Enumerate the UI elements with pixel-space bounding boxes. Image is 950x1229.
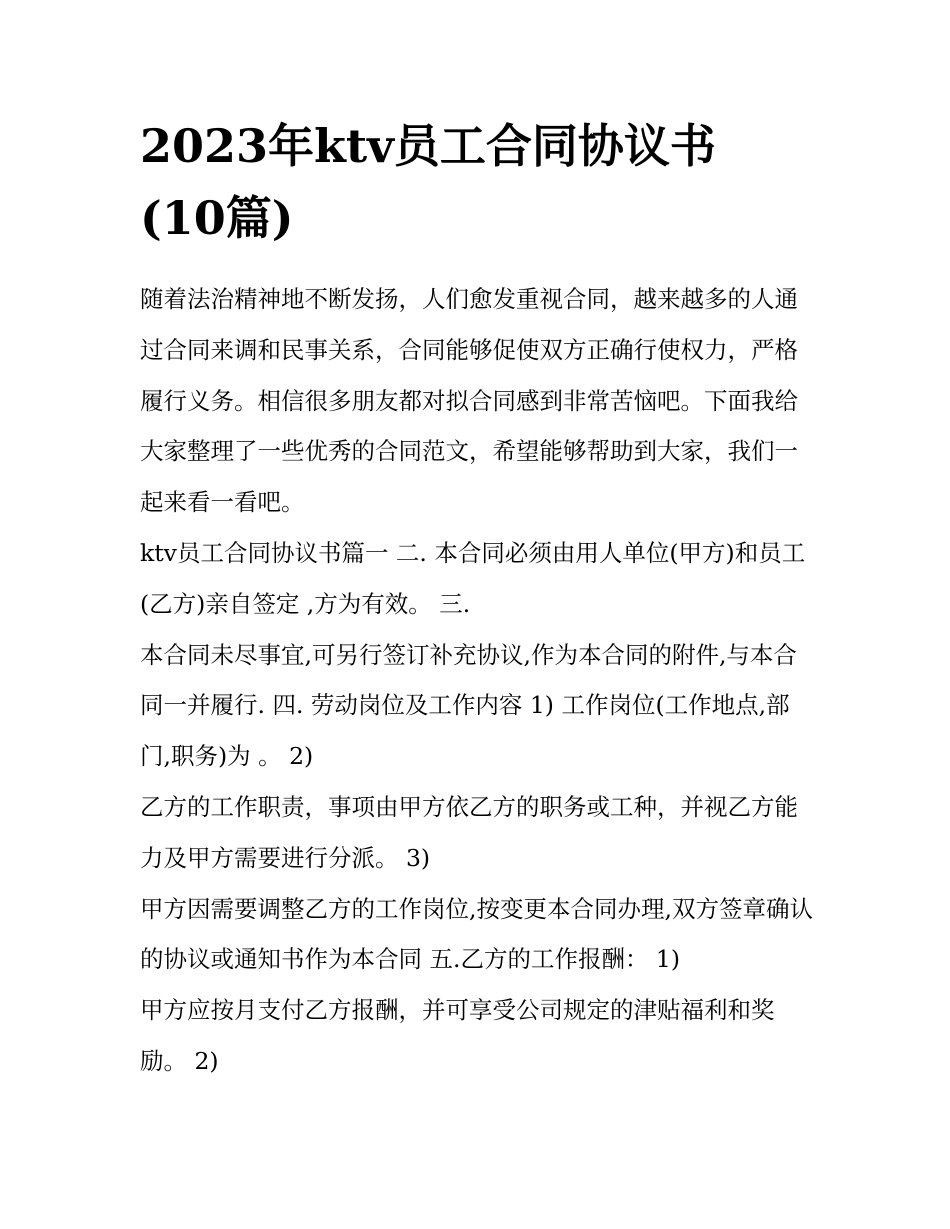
title-line-2: (10篇) — [140, 191, 294, 245]
document-title — [140, 110, 820, 254]
paragraph-contract-validity: ktv员工合同协议书篇一 二. 本合同必须由用人单位(甲方)和员工(乙方)亲自签定 ,方为有效。 三. — [140, 538, 806, 618]
title-line-1: 2023年ktv员工合同协议书 — [140, 119, 716, 173]
paragraph-salary: 甲方应按月支付乙方报酬，并可享受公司规定的津贴福利和奖励。 2) — [140, 996, 775, 1075]
document-body — [140, 274, 820, 1087]
intro-paragraph: 随着法治精神地不断发扬，人们愈发重视合同，越来越多的人通过合同来调和民事关系，合同能够促使双方正确行使权力，严格履行义务。相信很多朋友都对拟合同感到非常苦恼吧。下面我给大家整理了一些优秀的合同范文，希望能够帮助到大家，我们一起来看一看吧。 — [140, 285, 798, 517]
paragraph-supplementary-agreement: 本合同未尽事宜,可另行签订补充协议,作为本合同的附件,与本合同一并履行. 四. 劳动岗位及工作内容 1) 工作岗位(工作地点,部门,职务)为 。 2) — [140, 640, 797, 771]
paragraph-position-adjustment: 甲方因需要调整乙方的工作岗位,按变更本合同办理,双方签章确认的协议或通知书作为本合同 五.乙方的工作报酬： 1) — [140, 894, 813, 974]
paragraph-job-duties: 乙方的工作职责，事项由甲方依乙方的职务或工种，并视乙方能力及甲方需要进行分派。 3) — [140, 792, 798, 872]
